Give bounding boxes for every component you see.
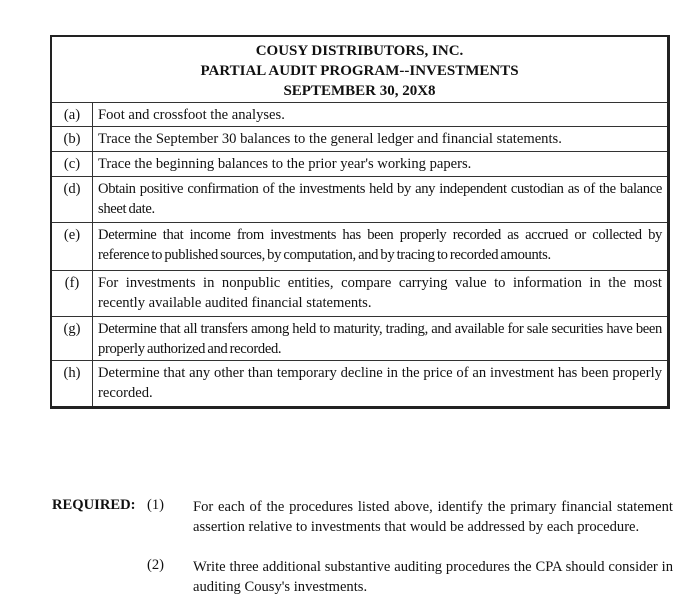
table-header xyxy=(52,37,667,103)
required-item-number: (1) xyxy=(147,497,165,513)
procedure-text: For investments in nonpublic entities, compare carrying value to information in the most recently available audited financial statements. xyxy=(98,275,662,311)
procedure-label: (e) xyxy=(52,223,93,270)
table-row xyxy=(52,103,667,127)
table-row xyxy=(52,127,667,152)
procedure-label: (g) xyxy=(52,317,93,360)
procedure-text: Trace the beginning balances to the prior year's working papers. xyxy=(98,156,472,172)
table-row xyxy=(52,152,667,177)
required-heading: REQUIRED: xyxy=(52,497,136,513)
audit-program-table xyxy=(50,35,670,409)
company-name: COUSY DISTRIBUTORS, INC. xyxy=(255,43,464,59)
table-row xyxy=(52,317,667,361)
procedure-label: (b) xyxy=(52,127,93,151)
procedure-label: (a) xyxy=(52,103,93,126)
procedure-label: (f) xyxy=(52,271,93,316)
procedure-text: Determine that all transfers among held to maturity, trading, and available for sale securities have been properly authorized and recorded. xyxy=(98,321,662,357)
table-row xyxy=(52,361,667,406)
procedure-label: (h) xyxy=(52,361,93,406)
procedure-text: Foot and crossfoot the analyses. xyxy=(98,107,285,123)
procedure-text: Determine that income from investments has been properly recorded as accrued or collected by reference to published sources, by computation, and by tracing to recorded amounts. xyxy=(98,227,662,263)
table-row xyxy=(52,223,667,271)
table-row xyxy=(52,271,667,317)
program-date: SEPTEMBER 30, 20X8 xyxy=(283,83,436,99)
procedure-text: Obtain positive confirmation of the investments held by any independent custodian as of the balance sheet date. xyxy=(98,181,662,217)
procedure-label: (c) xyxy=(52,152,93,176)
required-item-number: (2) xyxy=(147,557,165,573)
procedure-text: Determine that any other than temporary decline in the price of an investment has been properly recorded. xyxy=(98,365,662,401)
procedure-text: Trace the September 30 balances to the general ledger and financial statements. xyxy=(98,131,562,147)
required-item-text: Write three additional substantive auditing procedures the CPA should consider in auditing Cousy's investments. xyxy=(193,559,673,595)
procedure-label: (d) xyxy=(52,177,93,222)
program-title: PARTIAL AUDIT PROGRAM--INVESTMENTS xyxy=(200,63,519,79)
table-row xyxy=(52,177,667,223)
required-item-text: For each of the procedures listed above, identify the primary financial statement assertion relative to investments that would be addressed by each procedure. xyxy=(193,499,673,535)
